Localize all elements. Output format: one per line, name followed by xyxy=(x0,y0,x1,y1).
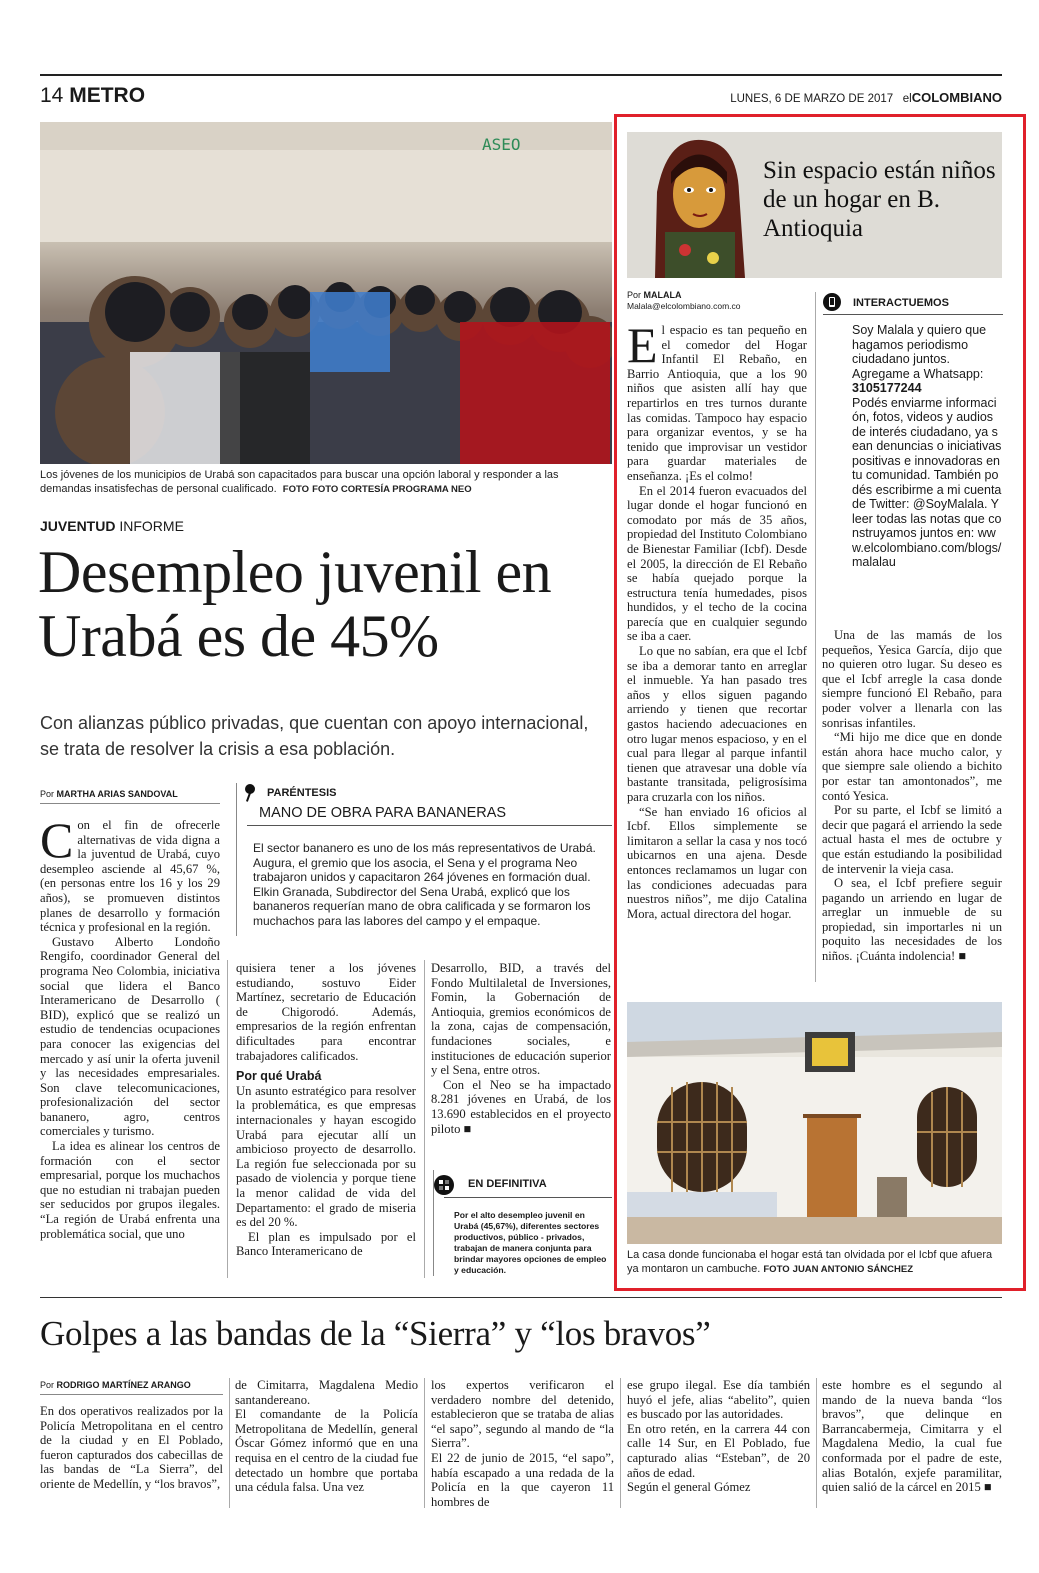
interactuemos-label: INTERACTUEMOS xyxy=(853,297,949,309)
byline-rule xyxy=(40,803,220,804)
main-headline: Desempleo juvenil en Urabá es de 45% xyxy=(38,539,552,669)
section-kicker: JUVENTUD INFORME xyxy=(40,518,184,534)
malala-column-1: El espacio es tan pequeño en el comedor del Hogar Infantil El Rebaño, en Barrio Antioquia, que a los 90 niños que asisten allí hay que repartirlos en tres turnos durante las comidas. Tampoco hay espacio para organizar eventos, y se ha tenido que improvisar un vestidor para guardar materiales de enseñanza. ¡Es el colmo! En el 2014 fueron evacuados del lugar donde el hogar funcionó en comodato por más de 35 años, propiedad del Instituto Colombiano de Bienestar Familiar (Icbf). Desde el 2005, la dirección de El Rebaño se había quejado porque la estructura tenía humedades, pisos hundidos, y el techo de la cocina parecía que en cualquier segundo se iba a caer. Lo que no sabían, era que el Icbf se iba a demorar tanto en arreglar el inmueble. Ya han pasado tres años y ellos siguen pagando arriendo y tienen que recortar gastos haciendo adecuaciones en otro lugar menos espacioso, y en el cual para llegar al parque infantil tienen que atravesar una doble vía bastante transitada, peligrosísima para cruzarla con los niños. “Se han enviado 16 oficios al Icbf. Ellos simplemente se limitaron a sellar la casa y nos tocó ubicarnos en una ajena. Desde entonces reclamamos un lugar con las condiciones adecuadas para nuestros niños”, me dijo Catalina Mora, actual directora del hogar. xyxy=(627,317,807,921)
main-photo-caption: Los jóvenes de los municipios de Urabá son capacitados para buscar una opción laboral y responder a las demandas insatisfechas de personal cualificado. FOTO FOTO CORTESÍA PROGRAMA NEO xyxy=(40,469,559,495)
photo-credit: FOTO CORTESÍA PROGRAMA NEO xyxy=(312,484,472,495)
en-definitiva-label: EN DEFINITIVA xyxy=(468,1178,547,1190)
dateline: LUNES, 6 DE MARZO DE 2017 elCOLOMBIANO xyxy=(730,90,1002,105)
main-column-3: Desarrollo, BID, a través del Fondo Multilaletal de Inversiones, Fomin, la Gobernación de Antioquia, gremios económicos de la zona, cajas de compensación, fundaciones sociales, e instituciones de educación superior y el Sena, entre otros. Con el Neo se ha impactado 8.281 jóvenes en Urabá, de los 13.690 establecidos en el proyecto piloto ■ xyxy=(431,961,611,1136)
parentesis-rule xyxy=(247,825,612,826)
drop-cap: C xyxy=(40,812,74,868)
column-divider xyxy=(229,1378,230,1508)
column-divider xyxy=(816,1378,817,1508)
malala-headline: Sin espacio están niños de un hogar en B. Antioquia xyxy=(763,157,996,242)
house-photo-credit: JUAN ANTONIO SÁNCHEZ xyxy=(792,1264,913,1275)
bottom-section-rule xyxy=(40,1297,1002,1298)
hogar-house-photo xyxy=(627,1002,1002,1244)
bottom-headline: Golpes a las bandas de la “Sierra” y “los bravos” xyxy=(40,1314,711,1353)
parentesis-box xyxy=(236,783,612,936)
parentesis-text: El sector bananero es uno de los más representativos de Urabá. Augura, el gremio que los asocia, el Sena y el programa Neo trabajaron unidos y capacitaron 264 jóvenes en formación dual. Elkin Granada, Subdirector del Sena Urabá, explicó que los bananeros requerían mano de obra calificada y se formaron los muchachos para las labores del campo y el empaque. xyxy=(253,841,596,928)
malala-byline: Por MALALA xyxy=(627,290,682,300)
main-deck: Con alianzas público privadas, que cuentan con apoyo internacional, se trata de resolver la crisis a esa población. xyxy=(40,713,589,759)
section-name: METRO xyxy=(69,84,146,107)
bottom-column-1: En dos operativos realizados por la Policía Metropolitana en el centro de la ciudad y en El Poblado, fueron capturados dos cabecillas de las bandas de “La Sierra”, del oriente de Medellín, y “los bravos”, xyxy=(40,1404,223,1491)
subhead-por-que-uraba: Por qué Urabá xyxy=(236,1069,322,1084)
bottom-column-4: ese grupo ilegal. Ese día también huyó el jefe, alias “abelito”, quien es buscado por las autoridades. En otro retén, en la carrera 44 con calle 14 Sur, en El Poblado, fue capturado alias “Esteban”, de 20 años de edad. Según el general Gómez xyxy=(627,1378,810,1495)
bottom-column-2: de Cimitarra, Magdalena Medio santandereano. El comandante de la Policía Metropolitana de Medellín, general Óscar Gómez informó que en una requisa en el centro de la ciudad fue detectado un hombre que portaba una cédula falsa. Una vez xyxy=(235,1378,418,1495)
bottom-byline-rule xyxy=(40,1394,223,1395)
bottom-byline: Por RODRIGO MARTÍNEZ ARANGO xyxy=(40,1380,191,1390)
whatsapp-number: 3105177244 xyxy=(852,381,922,395)
main-column-2: quisiera tener a los jóvenes estudiando, sostuvo Eider Martínez, secretario de Educación de Chigorodó. Además, empresarios de la región enfrentan dificultades para encontrar trabajadores calificados. Por qué Urabá Un asunto estratégico para resolver la problemática, es que empresas internacionales y hayan escogido Urabá para ejecutar allí un ambicioso proyecto de desarrollo. La región fue seleccionada por su pasado de violencia y porque tiene la menor calidad de vida del Departamento: el grado de miseria es del 20 %. El plan es impulsado por el Banco Interamericano de xyxy=(236,961,416,1259)
interactuemos-rule xyxy=(823,314,1003,315)
column-divider xyxy=(424,1378,425,1508)
column-divider xyxy=(227,960,228,1278)
en-definitiva-rule xyxy=(444,1197,612,1198)
parentesis-label: PARÉNTESIS xyxy=(267,787,337,799)
malala-email: Malala@elcolombiano.com.co xyxy=(627,301,741,311)
en-definitiva-box xyxy=(433,1170,612,1276)
en-definitiva-text: Por el alto desempleo juvenil en Urabá (45,67%), diferentes sectores productivos, público - privados, trabajan de manera conjunta para brindar mayores opciones de empleo y educación. xyxy=(454,1210,607,1275)
bottom-column-3: los expertos verificaron el verdadero nombre del detenido, establecieron que se trataba de alias “el sapo”, segundo al mando de “la Sierra”. El 22 de junio de 2015, “el sapo”, había escapado a una redada de la Policía en la que cayeron 11 hombres de xyxy=(431,1378,614,1509)
bottom-column-5: este hombre es el segundo al mando de la nueva banda “los bravos”, que delinque en Barrancabermeja, Cimitarra y el Magdalena Medio, la cual fue conformada por el padre de este, alias Botalón, exjefe paramilitar, quien salió de la cárcel en 2015 ■ xyxy=(822,1378,1002,1495)
column-divider xyxy=(424,960,425,1278)
header-rule xyxy=(40,74,1002,76)
parentesis-title: MANO DE OBRA PARA BANANERAS xyxy=(259,805,507,821)
column-divider xyxy=(620,1378,621,1508)
svg-text:ASEO: ASEO xyxy=(482,135,521,154)
malala-column-2: Una de las mamás de los pequeños, Yesica García, dijo que no quieren otro lugar. Su deseo es que el Icbf arregle la casa donde siempre funcionó El Rebaño, para poder volver a llenarla con las sonrisas infantiles. “Mi hijo me dice que en donde están ahora hace mucho calor, y que siempre sale oliendo a bichito por estar tan amontonados”, me contó Yesica. Por su parte, el Icbf se limitó a decir que pagará el arriendo la sede actual hasta el mes de octubre y que están estudiando la posibilidad de intervenir la vieja casa. O sea, el Icbf prefiere seguir pagando un arriendo en lugar de arreglar un inmueble de su propiedad, sin importarles ni un poquito las necesidades de los niños. ¡Cuánta indolencia! ■ xyxy=(822,628,1002,964)
main-byline: Por MARTHA ARIAS SANDOVAL xyxy=(40,789,178,799)
paper-name: COLOMBIANO xyxy=(911,90,1002,105)
main-column-1: Con el fin de ofrecerle alternativas de vida digna a la juventud de Urabá, cuyo desempleo asciende al 45,67 %, (en personas entre los 16 y los 29 años), se promueven distintos planes de desarrollo y formación técnica y profesional en la región. Gustavo Alberto Londoño Rengifo, coordinador General del programa Neo Colombia, iniciativa social que lidera el Banco Interamericano de Desarrollo ( BID), explicó que se realizó un estudio de tendencias ocupaciones para conocer las exigencias del mercado y así unir la oferta juvenil y las necesidades empresariales. Son clave telecomunicaciones, profesionalización del sector bananero, agro, centros comerciales y turismo. La idea es alinear los centros de formación con el sector empresarial, porque los muchachos que no estudian ni trabajan pueden ser seducidos por grupos ilegales. “La región de Urabá enfrenta una problemática social, que uno xyxy=(40,812,220,1241)
pushpin-icon xyxy=(241,783,259,808)
youth-training-photo xyxy=(40,122,612,464)
house-photo-caption: La casa donde funcionaba el hogar está tan olvidada por el Icbf que afuera ya montaron un cambuche. FOTO JUAN ANTONIO SÁNCHEZ xyxy=(627,1249,993,1275)
phone-icon xyxy=(823,293,841,316)
interactuemos-text: Soy Malala y quiero que hagamos periodismo ciudadano juntos. Agregame a Whatsapp: 3105177244 Podés enviarme información, fotos, videos y audios de interés ciudadano, ya sean denuncias o iniciativas positivas e innovadoras en tu comunidad. También podés escribirme a mi cuenta de Twitter: @SoyMalala. Y leer todas las notas que construyamos juntos en: www.elcolombiano.com/blogs/malalau xyxy=(852,323,1002,569)
column-divider xyxy=(815,292,816,982)
issue-date: LUNES, 6 DE MARZO DE 2017 xyxy=(730,93,894,105)
drop-cap: E xyxy=(627,317,658,373)
page-number: 14 METRO xyxy=(40,84,146,107)
